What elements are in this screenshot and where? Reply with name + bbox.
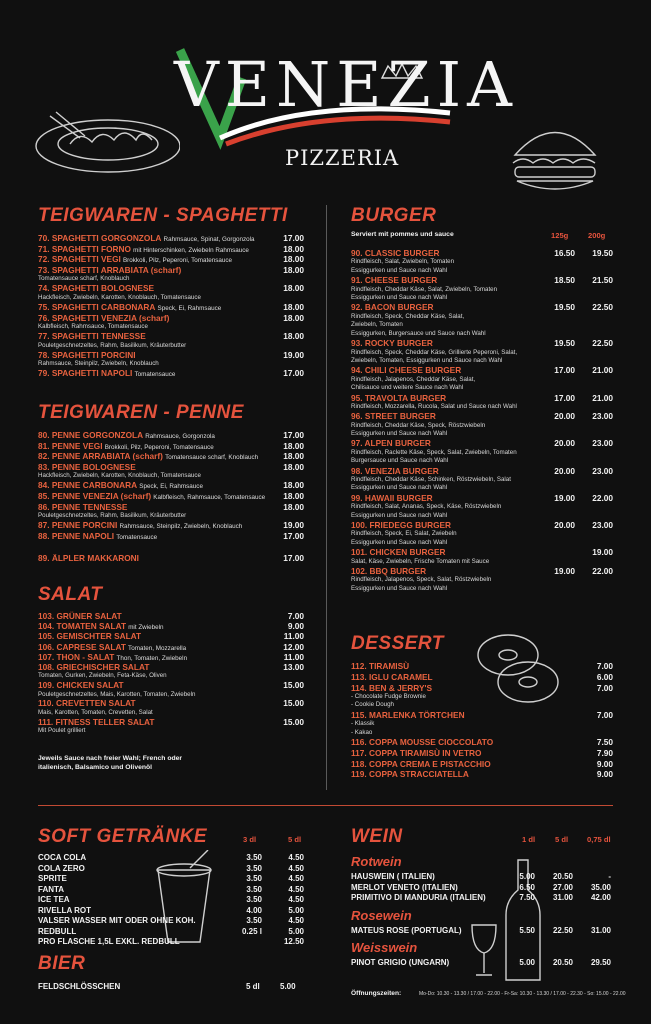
wine-price-5dl: 20.50 [552, 958, 573, 967]
wine-price-5dl: 31.00 [552, 893, 573, 902]
burger-item [351, 567, 613, 593]
item-description: Kalbfleisch, Rahmsauce, Tomatensauce [153, 494, 266, 501]
dessert-name: 119. COPPA STRACCIATELLA [351, 769, 469, 780]
item-name: 81. PENNE VEGI [38, 440, 103, 451]
burger-name: 90. CLASSIC BURGER [351, 248, 440, 258]
item-price: 15.00 [283, 716, 304, 727]
salat-note [38, 754, 182, 772]
penne-title: TEIGWAREN - PENNE [38, 402, 244, 423]
dessert-price: 9.00 [596, 769, 613, 780]
item-description: Mit Poulet grilliert [38, 727, 86, 734]
dessert-price: 6.00 [596, 671, 613, 682]
bier-item-price: 5.00 [280, 982, 296, 991]
soft-drink-name: COLA ZERO [38, 863, 85, 873]
wine-group-title: Rosewein [351, 907, 412, 923]
burger-description: Essiggurken und Sauce nach Wahl [351, 584, 448, 592]
salat-title: SALAT [38, 584, 103, 605]
burger-price-125: 16.50 [554, 248, 575, 258]
item-price: 18.00 [283, 440, 304, 451]
burger-description: Essiggurken und Sauce nach Wahl [351, 266, 448, 274]
salat-note-line-2: italienisch, Balsamico und Olivenöl [38, 764, 153, 771]
menu-item [38, 699, 304, 717]
item-name: 103. GRÜNER SALAT [38, 611, 122, 621]
wine-price-075: 31.00 [590, 925, 611, 935]
item-description: Brokkoli, Pilz, Peperoni, Tomatensauce [104, 443, 214, 451]
item-description: Hackfleisch, Zwiebeln, Karotten, Knoblauch, Tomatensauce [38, 293, 201, 301]
burger-name: 99. HAWAII BURGER [351, 492, 433, 503]
hours-label: Öffnungszeiten: [351, 990, 402, 997]
dessert-price: 7.00 [596, 682, 613, 693]
item-name: 110. CREVETTEN SALAT [38, 698, 136, 709]
menu-item [38, 718, 304, 736]
menu-item [38, 463, 304, 481]
burger-price-200: 19.50 [592, 248, 613, 258]
brand-name: VENEZIA [174, 48, 518, 121]
item-name: 111. FITNESS TELLER SALAT [38, 716, 155, 727]
burger-price-200: 22.00 [592, 492, 613, 503]
item-name: 75. SPAGHETTI CARBONARA [38, 302, 156, 312]
item-description: Tomatensauce [134, 371, 176, 379]
wein-title: WEIN [351, 826, 403, 847]
item-price: 13.00 [283, 662, 304, 672]
dessert-name: 116. COPPA MOUSSE CIOCCOLATO [351, 737, 494, 747]
item-name: 82. PENNE ARRABIATA (scharf) [38, 451, 163, 462]
burger-description: Rindfleisch, Raclette Käse, Speck, Salat, Zwiebeln, Tomaten [351, 448, 517, 456]
item-description: Tomatensauce scharf, Knoblauch [165, 454, 259, 462]
menu-item [38, 314, 304, 332]
dessert-item [351, 738, 613, 747]
dessert-name: 113. IGLU CARAMEL [351, 671, 433, 682]
burger-price-200: 19.00 [592, 547, 613, 558]
item-description: Tomaten, Gurken, Zwiebeln, Feta-Käse, Oliven [38, 672, 167, 680]
wine-name: HAUSWEIN ( ITALIEN) [351, 872, 435, 881]
item-price: 18.00 [283, 243, 304, 254]
bier-item-size: 5 dl [246, 982, 260, 991]
menu-item [38, 632, 304, 641]
burger-price-125: 20.00 [554, 465, 575, 476]
brand-logo [150, 38, 518, 178]
dessert-price: 7.00 [596, 709, 613, 720]
item-price: 15.00 [283, 680, 304, 691]
item-description: Rahmsauce, Gorgonzola [145, 433, 215, 440]
burger-description: Essiggurken und Sauce nach Wahl [351, 430, 448, 437]
soft-drink-price-3dl: 3.50 [246, 863, 262, 873]
burger-price-125: 20.00 [554, 520, 575, 530]
item-name: 83. PENNE BOLOGNESE [38, 461, 136, 472]
dessert-item [351, 684, 613, 710]
item-price: 9.00 [287, 621, 304, 632]
burger-description: Rindfleisch, Cheddar Käse, Speck, Röstzwiebeln [351, 421, 486, 429]
item-name: 74. SPAGHETTI BOLOGNESE [38, 283, 155, 294]
item-description: mit Zwiebeln [128, 624, 164, 632]
burger-description: Rindfleisch, Speck, Ei, Salat, Zwiebeln [351, 530, 457, 538]
menu-item [38, 351, 304, 369]
burger-price-200: 23.00 [592, 520, 613, 530]
item-description: Pouletgeschnetzeltes, Mais, Karotten, Tomaten, Zwiebeln [38, 690, 196, 698]
item-price: 18.00 [283, 451, 304, 462]
dessert-price: 7.00 [596, 661, 613, 671]
burger-price-200: 21.00 [592, 392, 613, 403]
burger-item [351, 494, 613, 520]
soft-drink-price-5dl: 12.50 [283, 937, 304, 946]
soft-col-3dl: 3 dl [243, 835, 257, 844]
dessert-price: 7.90 [596, 747, 613, 758]
burger-description: Essiggurken und Sauce nach Wahl [351, 294, 448, 301]
item-description: Rahmsauce, Steinpilz, Zwiebeln, Knoblauch [119, 523, 243, 531]
burger-item [351, 412, 613, 438]
item-price: 18.00 [283, 331, 304, 342]
item-description: Mais, Karotten, Tomaten, Crevetten, Salat [38, 708, 153, 716]
burger-description: Zwiebeln, Tomaten [351, 321, 403, 329]
salat-note-line-1: Jeweils Sauce nach freier Wahl; French oder [38, 755, 183, 762]
burger-price-125: 20.00 [554, 411, 575, 422]
burger-price-200: 23.00 [592, 411, 613, 422]
burger-name: 93. ROCKY BURGER [351, 338, 433, 349]
burger-description: Essiggurken und Sauce nach Wahl [351, 511, 448, 519]
soft-drink-price-5dl: 4.50 [288, 874, 304, 883]
burger-name: 101. CHICKEN BURGER [351, 547, 446, 558]
item-name: 79. SPAGHETTI NAPOLI [38, 368, 133, 379]
dessert-price: 7.50 [596, 737, 613, 747]
dessert-name: 118. COPPA CREMA E PISTACCHIO [351, 758, 491, 769]
burger-item [351, 467, 613, 493]
item-name: 78. SPAGHETTI PORCINI [38, 349, 136, 360]
dessert-description: - Chocolate Fudge Brownie [351, 693, 426, 700]
burger-price-200: 23.00 [592, 465, 613, 476]
burger-item [351, 366, 613, 392]
wine-price-075: 29.50 [590, 958, 611, 967]
item-name: 87. PENNE PORCINI [38, 520, 118, 531]
soft-drink-price-5dl: 4.50 [288, 916, 304, 925]
item-name: 85. PENNE VENEZIA (scharf) [38, 491, 152, 501]
item-description: Pouletgeschnetzeltes, Rahm, Basilikum, Kräuterbutter [38, 512, 187, 519]
item-price: 15.00 [283, 698, 304, 709]
item-description: Thon, Tomaten, Zwiebeln [116, 654, 188, 662]
column-divider [326, 205, 327, 790]
dessert-name: 115. MARLENKA TÖRTCHEN [351, 709, 465, 720]
soft-drink-price-3dl: 3.50 [246, 884, 262, 894]
soft-drink-price-5dl: 5.00 [288, 905, 304, 915]
burger-description: Essiggurken und Sauce nach Wahl [351, 538, 448, 546]
dessert-item [351, 770, 613, 779]
item-name: 108. GRIECHISCHER SALAT [38, 662, 150, 672]
wein-col-1dl: 1 dl [522, 835, 536, 844]
soft-drink-price-5dl: 4.50 [288, 884, 304, 894]
item-description: Rahmsauce, Spinat, Gorgonzola [163, 236, 255, 243]
soft-col-5dl: 5 dl [288, 835, 302, 844]
burger-item [351, 394, 613, 412]
item-price: 18.00 [283, 501, 304, 512]
burger-item [351, 339, 613, 365]
item-description: Rahmsauce, Steinpilz, Zwiebeln, Knoblauch [38, 360, 159, 368]
burger-description: Zwiebeln, Tomaten, Essiggurken und Sauce nach Wahl [351, 357, 503, 364]
wine-price-1dl: 6.50 [519, 882, 535, 892]
item-description: Brokkoli, Pilz, Peperoni, Tomatensauce [122, 257, 233, 265]
dessert-description: - Cookie Dough [351, 701, 394, 709]
soft-drink-name: COCA COLA [38, 853, 87, 862]
burger-item [351, 276, 613, 302]
burger-description: Rindfleisch, Speck, Cheddar Käse, Grillierte Peperoni, Salat, [351, 348, 518, 356]
item-price: 12.00 [283, 641, 304, 652]
dessert-title: DESSERT [351, 633, 444, 654]
item-description: Speck, Ei, Rahmsauce [157, 305, 222, 312]
burger-description: Rindfleisch, Cheddar Käse, Schinken, Röstzwiebeln, Salat [351, 476, 511, 483]
wein-col-075: 0,75 dl [587, 835, 611, 844]
bier-item-name: FELDSCHLÖSSCHEN [38, 982, 121, 991]
item-price: 7.00 [287, 611, 304, 621]
soft-drink-name: PRO FLASCHE 1,5L EXKL. REDBULL [38, 937, 180, 946]
soft-title: SOFT GETRÄNKE [38, 826, 208, 847]
soft-drink-name: ICE TEA [38, 895, 70, 904]
dessert-item [351, 760, 613, 769]
item-description: Speck, Ei, Rahmsauce [139, 483, 203, 491]
burger-description: Rindfleisch, Mozzarella, Rucola, Salat und Sauce nach Wahl [351, 403, 517, 410]
menu-item [38, 266, 304, 284]
menu-item [38, 532, 304, 542]
burger-header: Serviert mit pommes und sauce [351, 231, 454, 238]
burger-col-125: 125g [551, 231, 569, 240]
burger-price-200: 22.50 [592, 338, 613, 349]
burger-description: Rindfleisch, Jalapenos, Speck, Salat, Röstzwiebeln [351, 576, 492, 584]
soft-drink-price-3dl: 3.50 [246, 874, 262, 883]
item-price: 17.00 [283, 368, 304, 379]
item-name: 80. PENNE GORGONZOLA [38, 430, 144, 440]
item-price: 11.00 [283, 651, 304, 662]
burger-name: 98. VENEZIA BURGER [351, 465, 439, 476]
dessert-item [351, 662, 613, 671]
item-name: 106. CAPRESE SALAT [38, 641, 126, 652]
item-price: 18.00 [283, 283, 304, 294]
burger-description: Rindfleisch, Salat, Ananas, Speck, Käse, Röstzwiebeln [351, 503, 502, 511]
menu-item [38, 369, 304, 379]
wine-name: MERLOT VENETO (ITALIEN) [351, 882, 458, 892]
spaghetti-title: TEIGWAREN - SPAGHETTI [38, 205, 288, 226]
item-name: 105. GEMISCHTER SALAT [38, 631, 142, 642]
soft-drink-price-3dl: 0.25 l [241, 926, 262, 936]
burger-description: Rindfleisch, Cheddar Käse, Salat, Zwiebeln, Tomaten [351, 285, 498, 293]
wine-name: MATEUS ROSE (PORTUGAL) [351, 925, 462, 935]
wine-name: PRIMITIVO DI MANDURIA (ITALIEN) [351, 893, 486, 902]
menu-item [38, 612, 304, 621]
item-name: 104. TOMATEN SALAT [38, 621, 127, 632]
burger-description: Rindfleisch, Jalapenos, Cheddar Käse, Salat, [351, 375, 476, 383]
wine-price-1dl: 5.50 [519, 925, 535, 935]
item-price: 18.00 [283, 254, 304, 265]
item-description: Tomatensauce [116, 533, 158, 541]
burger-name: 102. BBQ BURGER [351, 565, 427, 576]
burger-sketch-icon [505, 115, 605, 200]
item-price: 18.00 [283, 461, 304, 472]
menu-item [38, 284, 304, 302]
burger-price-125: 19.50 [554, 338, 575, 349]
burger-description: Chilisauce und weitere Sauce nach Wahl [351, 384, 464, 392]
dessert-name: 117. COPPA TIRAMISÙ IN VETRO [351, 747, 482, 758]
wein-col-5dl: 5 dl [555, 835, 569, 844]
dessert-item [351, 673, 613, 682]
burger-description: Salat, Käse, Zwiebeln, Frische Tomaten mit Sauce [351, 557, 490, 565]
item-description: Tomatensauce scharf, Knoblauch [38, 275, 130, 283]
item-name: 72. SPAGHETTI VEGI [38, 254, 121, 265]
soft-drink-name: RIVELLA ROT [38, 905, 92, 915]
dessert-name: 112. TIRAMISÙ [351, 661, 410, 671]
burger-price-200: 23.00 [592, 438, 613, 449]
wine-price-1dl: 5.00 [519, 958, 535, 967]
burger-item [351, 548, 613, 566]
burger-name: 97. ALPEN BURGER [351, 438, 431, 449]
soft-drink-price-3dl: 3.50 [246, 895, 262, 904]
item-name: 84. PENNE CARBONARA [38, 480, 138, 491]
soft-drink-price-3dl: 4.00 [246, 905, 262, 915]
burger-name: 92. BACON BURGER [351, 302, 434, 313]
menu-item [38, 503, 304, 521]
item-price: 17.00 [283, 553, 304, 564]
burger-description: Burgersauce und Sauce nach Wahl [351, 457, 449, 465]
soft-drink-name: REDBULL [38, 926, 77, 936]
item-price: 18.00 [283, 312, 304, 323]
wine-price-1dl: 7.50 [519, 893, 535, 902]
burger-title: BURGER [351, 205, 437, 226]
burger-name: 91. CHEESE BURGER [351, 275, 438, 286]
dessert-item [351, 749, 613, 758]
item-name: 76. SPAGHETTI VENEZIA (scharf) [38, 312, 170, 323]
burger-name: 94. CHILI CHEESE BURGER [351, 365, 462, 376]
burger-item [351, 303, 613, 338]
menu-item [38, 554, 304, 563]
soft-drink-price-3dl: 3.50 [246, 916, 262, 925]
item-price: 17.00 [283, 530, 304, 541]
brand-subtitle: PIZZERIA [285, 146, 400, 170]
section-divider [38, 805, 613, 806]
item-name: 77. SPAGHETTI TENNESSE [38, 331, 146, 342]
wine-group-title: Weisswein [351, 940, 418, 955]
burger-item [351, 439, 613, 465]
soft-drink-price-3dl: 3.50 [246, 853, 262, 862]
burger-price-125: 19.00 [554, 492, 575, 503]
item-price: 19.00 [283, 349, 304, 360]
item-price: 11.00 [283, 631, 304, 642]
dessert-price: 9.00 [596, 758, 613, 769]
wine-price-5dl: 22.50 [552, 925, 573, 935]
burger-name: 100. FRIEDEGG BURGER [351, 520, 452, 530]
wine-group-title: Rotwein [351, 854, 402, 869]
wine-price-075: - [608, 872, 611, 881]
burger-price-125: 18.50 [554, 275, 575, 286]
item-description: Hackfleisch, Zwiebeln, Karotten, Knoblauch, Tomatensauce [38, 472, 201, 480]
wine-price-075: 35.00 [590, 882, 611, 892]
item-name: 89. ÄLPLER MAKKARONI [38, 553, 139, 564]
item-price: 17.00 [283, 430, 304, 440]
item-name: 70. SPAGHETTI GORGONZOLA [38, 233, 162, 243]
item-price: 19.00 [283, 520, 304, 531]
wine-name: PINOT GRIGIO (UNGARN) [351, 958, 450, 967]
burger-name: 96. STREET BURGER [351, 411, 436, 422]
burger-description: Rindfleisch, Speck, Cheddar Käse, Salat, [351, 312, 465, 320]
burger-price-200: 22.50 [592, 302, 613, 313]
burger-price-125: 17.00 [554, 365, 575, 376]
soft-drink-name: VALSER WASSER MIT ODER OHNE KOH. [38, 916, 196, 925]
pasta-plate-icon [30, 108, 180, 178]
dessert-item [351, 711, 613, 737]
menu-item [38, 663, 304, 681]
burger-price-200: 22.00 [592, 565, 613, 576]
item-price: 17.00 [283, 233, 304, 243]
item-description: Pouletgeschnetzeltes, Rahm, Basilikum, Kräuterbutter [38, 341, 187, 349]
drink-cup-icon [150, 850, 220, 945]
item-name: 86. PENNE TENNESSE [38, 501, 128, 512]
item-price: 18.00 [283, 480, 304, 491]
burger-price-125: 19.00 [554, 565, 575, 576]
hours-text: Mo-Do: 10.30 - 13.30 / 17.00 - 22.00 - Fr-Sa: 10.30 - 13.30 / 17.00 - 22.30 - So: 15.00 - 22.00 [419, 991, 626, 997]
dessert-description: - Kakao [351, 728, 373, 736]
burger-price-200: 21.50 [592, 275, 613, 286]
burger-price-125: 17.00 [554, 392, 575, 403]
wine-price-1dl: 5.00 [519, 872, 535, 881]
menu-item [38, 681, 304, 699]
soft-drink-name: SPRITE [38, 874, 67, 883]
item-name: 88. PENNE NAPOLI [38, 530, 115, 541]
soft-drink-price-5dl: 4.50 [288, 895, 304, 904]
burger-item [351, 521, 613, 547]
item-description: mit Hinterschinken, Zwiebeln Rahmsauce [133, 246, 249, 254]
soft-drink-price-5dl: 4.50 [288, 863, 304, 873]
burger-price-200: 21.00 [592, 365, 613, 376]
burger-description: Essiggurken, Burgersauce und Sauce nach Wahl [351, 329, 486, 337]
item-name: 73. SPAGHETTI ARRABIATA (scharf) [38, 264, 182, 275]
wine-price-075: 42.00 [590, 893, 611, 902]
dessert-description: - Klassik [351, 720, 375, 728]
item-description: Kalbfleisch, Rahmsauce, Tomatensauce [38, 323, 148, 330]
burger-description: Essiggurken und Sauce nach Wahl [351, 484, 448, 492]
soft-drink-name: FANTA [38, 884, 65, 894]
burger-col-200: 200g [588, 231, 606, 240]
soft-drink-price-5dl: 4.50 [288, 853, 304, 862]
item-description: Tomaten, Mozzarella [128, 644, 187, 652]
menu-item [38, 332, 304, 350]
burger-price-125: 19.50 [554, 302, 575, 313]
burger-item [351, 249, 613, 275]
burger-name: 95. TRAVOLTA BURGER [351, 392, 447, 403]
burger-description: Rindfleisch, Salat, Zwiebeln, Tomaten [351, 258, 455, 266]
item-price: 18.00 [283, 302, 304, 312]
soft-drink-price-5dl: 5.00 [288, 926, 304, 936]
wine-price-5dl: 20.50 [552, 872, 573, 881]
item-price: 18.00 [283, 491, 304, 501]
wine-price-5dl: 27.00 [552, 882, 573, 892]
dessert-name: 114. BEN & JERRY'S [351, 682, 432, 693]
item-name: 107. THON - SALAT [38, 651, 115, 662]
burger-price-125: 20.00 [554, 438, 575, 449]
item-price: 18.00 [283, 264, 304, 275]
item-name: 71. SPAGHETTI FORNO [38, 243, 131, 254]
item-name: 109. CHICKEN SALAT [38, 680, 124, 691]
bier-title: BIER [38, 953, 86, 974]
